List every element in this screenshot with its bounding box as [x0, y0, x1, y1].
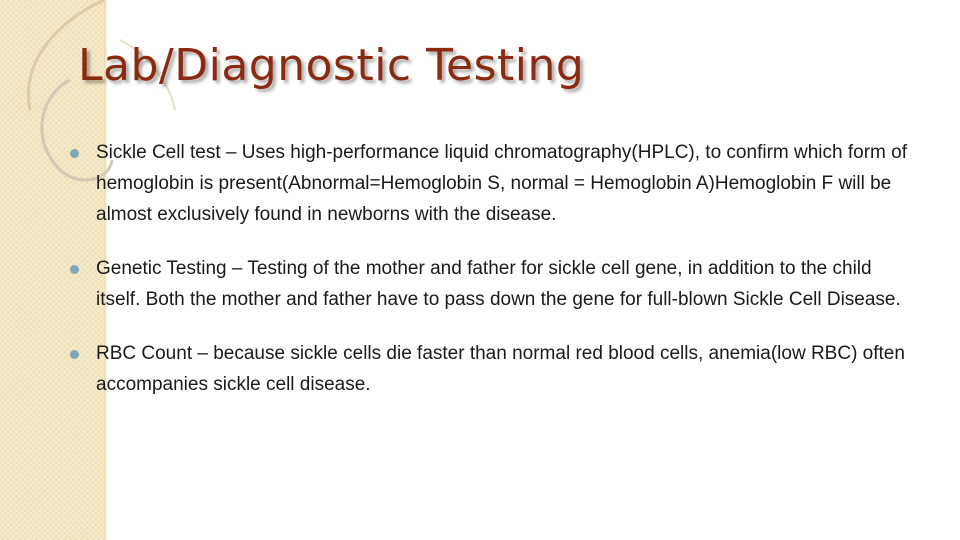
bullet-text: Sickle Cell test – Uses high-performance liquid chromatography(HPLC), to confirm which form of hemoglobin is present(Abnormal=Hemoglobin S, normal = Hemoglobin A)Hemoglobin F will be almost exclusively found in newborns with the disease.	[96, 142, 907, 225]
bullet-text: RBC Count – because sickle cells die faster than normal red blood cells, anemia(low RBC) often accompanies sickle cell disease.	[96, 343, 905, 395]
bullet-item-genetic-testing	[70, 253, 910, 315]
bullet-text: Genetic Testing – Testing of the mother and father for sickle cell gene, in addition to the child itself. Both the mother and father have to pass down the gene for full-blown Sickle Cell Disease.	[96, 258, 901, 310]
slide-title: Lab/Diagnostic Testing	[78, 40, 585, 91]
bullet-marker-icon	[70, 149, 79, 158]
bullet-item-sickle-cell-test	[70, 137, 910, 230]
bullet-item-rbc-count	[70, 338, 910, 400]
bullet-list	[70, 137, 910, 400]
bullet-marker-icon	[70, 265, 79, 274]
bullet-marker-icon	[70, 350, 79, 359]
